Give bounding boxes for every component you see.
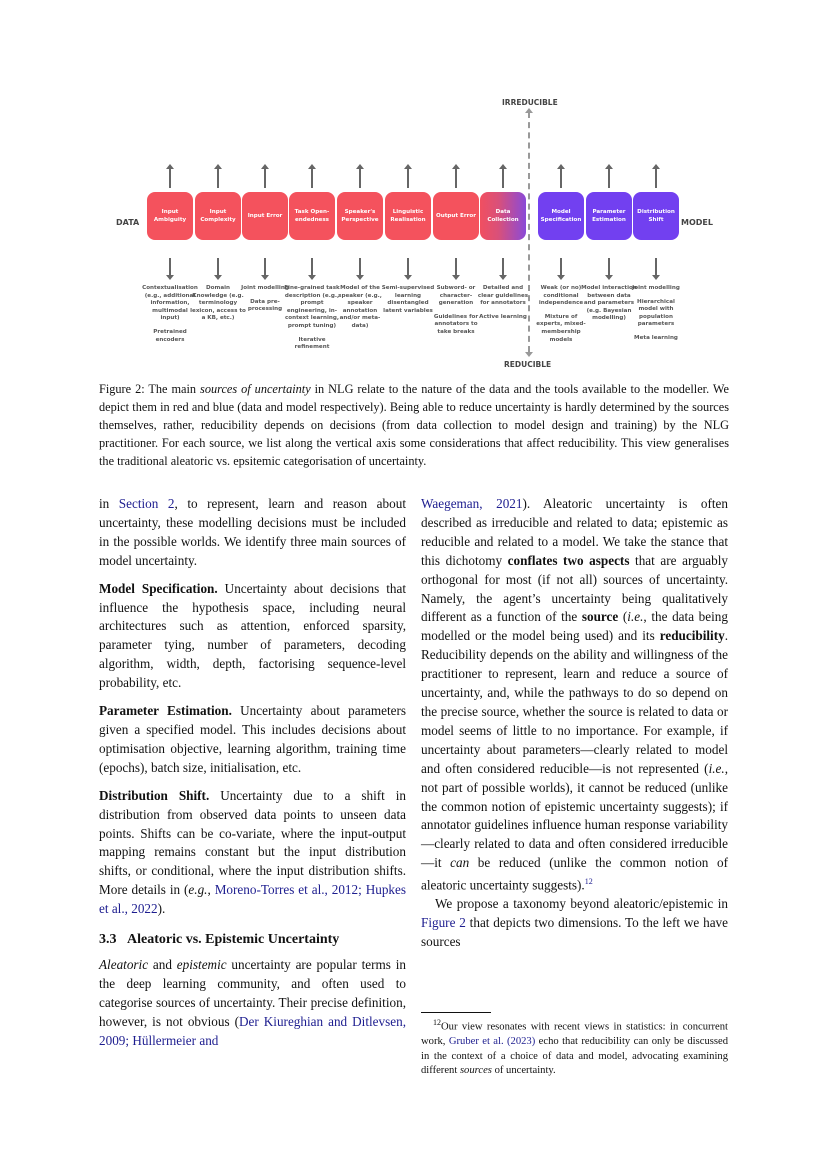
source-label: Data Collection: [487, 209, 519, 223]
source-label: Output Error: [436, 213, 476, 219]
gruber-citation-link[interactable]: Gruber et al. (2023): [448, 1036, 536, 1048]
reducible-note: Contextualisation (e.g., additional information, multimodal input): [142, 285, 198, 322]
source-label: Task Open-endedness: [294, 209, 330, 223]
axis-arrow-down-icon: [525, 352, 533, 357]
reducible-note: Data pre-processing: [247, 298, 283, 313]
source-box-output-error: [433, 192, 479, 240]
footnote-rule: [421, 1012, 491, 1013]
arrow-down-icon: [502, 258, 504, 276]
dist-shift-paragraph: Distribution Shift. Uncertainty due to a shift in distribution from observed data points to unseen data points. Shifts can be co-variate, where the input-output mapping remains constant but the input distribution shifts, or conditional, where the input distribution shifts. More details in (e.g., Moreno-Torres et al., 2012; Hupkes et al., 2022).: [99, 787, 407, 917]
left-column: [99, 495, 406, 1050]
figure-2-diagram: [0, 0, 827, 375]
reducible-note: Subword- or character-generation: [436, 285, 476, 307]
arrow-down-icon: [169, 258, 171, 276]
reducible-note: Pretrained encoders: [153, 328, 187, 343]
arrow-up-icon: [608, 168, 610, 188]
reducible-note: Weak (or no) conditional independence: [538, 285, 584, 307]
arrow-down-icon: [264, 258, 266, 276]
param-est-paragraph: Parameter Estimation. Uncertainty about parameters given a specified model. This includes decisions about optimisation objective, learning algorithm, training time (epochs), batch size, initialisation, etc.: [99, 703, 407, 775]
reducible-notes: [475, 285, 531, 327]
source-label: Linguistic Realisation: [390, 209, 426, 223]
source-box-task-open-endedness: [289, 192, 335, 240]
arrow-up-icon: [455, 168, 457, 188]
dichotomy-paragraph: Waegeman, 2021). Aleatoric uncertainty is often described as irreducible and related to data; epistemic as reducible and related to a model. We take the stance that this dichotomy conflates two aspects that are arguably orthogonal for most (if not all) sources of uncertainty. Namely, the agent’s uncertainty being qualitatively different as a function of the source (i.e., the data being modelled or the model being used) and its reducibility. Reducibility depends on the ability and willingness of the practitioner to represent, learn and reduce a source of uncertainty, and, while the pathways to do so depend on the precise source, whether the source is related to data or model seems of little to no importance. For example, if uncertainty about parameters—clearly related to model and often considered reducible—is not represented (i.e., not part of possible worlds), it cannot be reduced (unlike the common notion of epistemic uncertainty suggests); if annotator guidelines influence human response variability—clearly related to data and often considered irreducible—it can be reduced (unlike the common notion of aleatoric uncertainty suggests).$^{12}$: [421, 496, 729, 893]
reducible-note: Mixture of experts, mixed-membership models: [536, 313, 586, 343]
reducible-note: Iterative refinement: [294, 336, 330, 351]
axis-label-model: MODEL: [681, 218, 713, 227]
source-box-input-complexity: [195, 192, 241, 240]
reducible-note: Hierarchical model with population parameters: [637, 298, 675, 328]
reducible-note: Active learning: [479, 313, 527, 320]
reducible-notes: [628, 285, 684, 349]
waegeman-citation-link[interactable]: Waegeman, 2021: [421, 496, 523, 511]
arrow-up-icon: [655, 168, 657, 188]
reducible-note: Joint modelling: [632, 285, 680, 291]
arrow-up-icon: [502, 168, 504, 188]
reducible-note: Detailed and clear guidelines for annotators: [477, 285, 529, 307]
footnote-12-marker[interactable]: 12: [584, 877, 593, 887]
arrow-down-icon: [217, 258, 219, 276]
arrow-down-icon: [407, 258, 409, 276]
arrow-up-icon: [264, 168, 266, 188]
arrow-down-icon: [311, 258, 313, 276]
arrow-down-icon: [608, 258, 610, 276]
reducible-note: Semi-supervised learning disentangled latent variables: [381, 285, 435, 314]
aleatoric-paragraph: Aleatoric and epistemic uncertainty are popular terms in the deep learning community, and often used to categorise sources of uncertainty. Their precise definition, however, is not obvious (Der Kiureghian and Ditlevsen, 2009; Hüllermeier and: [99, 956, 406, 1048]
taxonomy-paragraph: We propose a taxonomy beyond aleatoric/epistemic in Figure 2 that depicts two dimensions. To the left we have sources: [421, 896, 728, 950]
source-box-data-collection: [480, 192, 526, 240]
intro-paragraph: in Section 2, to represent, learn and reason about uncertainty, these modelling decisions must be included in the possible worlds. We identify three main sources of model uncertainty.: [99, 496, 406, 568]
section-2-link[interactable]: Section 2: [118, 496, 175, 511]
arrow-up-icon: [169, 168, 171, 188]
source-label: Speaker's Perspective: [341, 209, 379, 223]
figure-caption: Figure 2: The main sources of uncertainty in NLG relate to the nature of the data and the tools available to the modeller. We depict them in red and blue (data and model respectively). Being able to reduce uncertainty is hardly determined by the sources themselves, rather, reducibility depends on decisions (from data collection to model design and training) by the NLG practitioner. For each source, we list along the vertical axis some considerations that affect reducibility. This view generalises the traditional aleatoric vs. epsitemic categorisation of uncertainty.: [99, 382, 729, 468]
reducible-note: Meta learning: [634, 334, 678, 341]
axis-arrow-up-icon: [525, 108, 533, 113]
source-box-parameter-estimation: [586, 192, 632, 240]
arrow-down-icon: [359, 258, 361, 276]
source-box-model-specification: [538, 192, 584, 240]
axis-label-reducible: REDUCIBLE: [504, 360, 552, 369]
model-spec-paragraph: Model Specification. Uncertainty about decisions that influence the hypothesis space, including neural architectures such as attention, enforced sparsity, parameter tying, number of parameters, decoding algorithm, width, depth, factorising sequence-level probability, etc.: [99, 580, 407, 691]
source-label: Distribution Shift: [637, 209, 675, 223]
source-label: Input Complexity: [200, 209, 236, 223]
arrow-up-icon: [359, 168, 361, 188]
reducible-note: Joint modelling: [241, 285, 289, 291]
arrow-up-icon: [407, 168, 409, 188]
source-box-speaker-s-perspective: [337, 192, 383, 240]
figure-2-link[interactable]: Figure 2: [421, 915, 466, 931]
moreno-hupkes-citation-link[interactable]: Moreno-Torres et al., 2012; Hupkes et al., 2022: [99, 882, 407, 917]
reducible-note: Fine-grained task description (e.g., prompt engineering, in-context learning, prompt tuning): [284, 285, 340, 329]
source-box-input-error: [242, 192, 288, 240]
source-box-distribution-shift: [633, 192, 679, 240]
arrow-up-icon: [311, 168, 313, 188]
reducible-note: Guidelines for annotators to take breaks: [433, 313, 479, 335]
axis-label-data: DATA: [116, 218, 140, 227]
section-heading: 3.3 Aleatoric vs. Epistemic Uncertainty: [99, 932, 340, 948]
arrow-down-icon: [455, 258, 457, 276]
arrow-down-icon: [655, 258, 657, 276]
footnote-12: $^{12}$Our view resonates with recent views in statistics: in concurrent work, Gruber et al. (2023) echo that reducibility can only be discussed in the context of a choice of data and model, advocating examining different sources of uncertainty.: [421, 1018, 728, 1077]
source-box-linguistic-realisation: [385, 192, 431, 240]
right-column: [421, 495, 728, 952]
source-label: Input Error: [247, 213, 283, 219]
arrow-up-icon: [217, 168, 219, 188]
arrow-down-icon: [560, 258, 562, 276]
reducible-note: Model of the speaker (e.g., speaker annotation and/or meta-data): [338, 285, 382, 329]
axis-label-irreducible: IRREDUCIBLE: [502, 98, 558, 107]
source-label: Model Specification: [540, 209, 582, 223]
source-label: Input Ambiguity: [153, 209, 187, 223]
der-kiureghian-citation-link[interactable]: Der Kiureghian and Ditlevsen, 2009; Hüllermeier and: [99, 1013, 406, 1048]
arrow-up-icon: [560, 168, 562, 188]
source-label: Parameter Estimation: [592, 209, 626, 223]
source-box-input-ambiguity: [147, 192, 193, 240]
reducible-note: Domain Knowledge (e.g. terminology lexicon, access to a KB, etc.): [190, 285, 246, 322]
reducible-note: Model interaction between data and parameters (e.g. Bayesian modelling): [581, 285, 637, 322]
